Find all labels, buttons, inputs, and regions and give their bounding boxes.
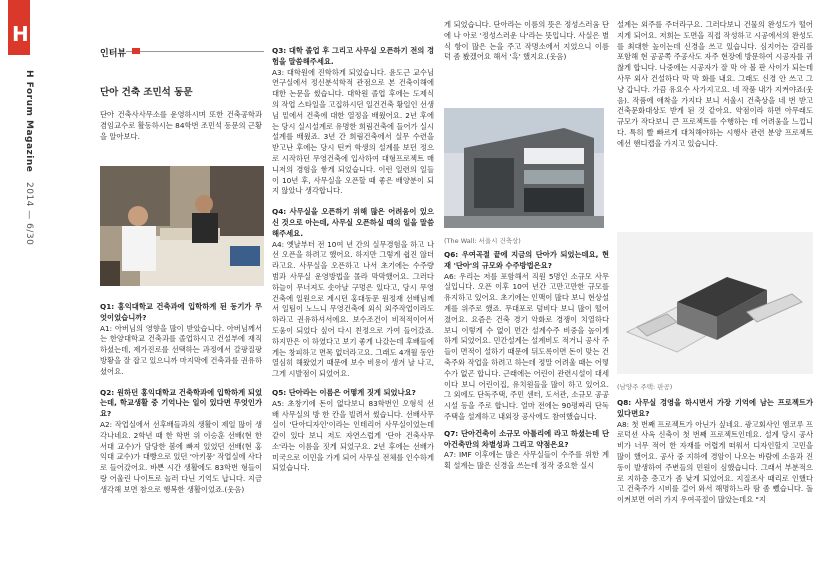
section-divider <box>126 51 264 52</box>
qa-block-3 <box>444 250 609 472</box>
question-6: Q6: 우여곡절 끝에 지금의 단아가 되었는데요, 현재 '단아'의 규모와 수주방법은요? <box>444 250 609 270</box>
sidebar <box>24 70 44 246</box>
magazine-name: H Forum Magazine <box>24 70 34 173</box>
question-7: Q7: 단아건축이 소규모 아틀리에 라고 하셨는데 단아건축만의 차별성과 그리고 약점은요? <box>444 428 609 449</box>
building-photo <box>444 108 604 228</box>
answer-5: A5: 초창기에 돈이 없다보니 83학번인 오형석 선배 사무실의 방 한 칸을 빌려서 썼습니다. 선배사무실이 '단아디자인'이라는 인테리어 사무실이었는데 같이 있다 보니 저도 자연스럽게 '단아 건축사무소'라는 이름을 짓게 되었구요. 2년 후에는 선배가 미국으로 이민을 가게 되어 사무실 전체를 인수하게 되었습니다. <box>272 398 434 473</box>
question-5: Q5: 단아라는 이름은 어떻게 짓게 되었나요? <box>272 387 416 397</box>
answer-8: A8: 첫 번째 프로젝트가 아닌가 싶네요. 광고회사인 엠코루 프로덕션 사옥 신축이 첫 번째 프로젝트인데요. 설계 당시 공사비가 너무 적어 한 자재를 어렵게 떠워서 디자인할지 고민을 많이 했어요. 공사 중 지하에 경암이 나오는 바람에 소음과 진동이 발생하여 주변들의 민원이 심했습니다. 그래서 부분적으로 지하층 층고가 좀 낮게 되었어요. 지질조사 때리로 인했다고 건축주가 시비를 걸어 와서 해명하느라 땀 좀 뺐습니다. 돌이켜보면 여러 가지 우여곡절이 많았는데요 "지 <box>617 419 813 505</box>
answer-6: A6: 우리는 저를 포함해서 직원 5명인 소규모 사무실입니다. 오픈 이후 10여 년간 고만고만한 규모를 유지하고 있어요. 초기에는 인맥이 많다 보니 현상설계를 위주로 했죠. 무대포로 덤비다 보니 많이 떨어졌어요. 요즘은 건축 경기 악화로 경쟁이 치열하다 보니 이렇게 수 없이 먼간 설계수주 비중을 높이게 하게 되었어요. 민간설계는 설계비도 적거니 공사 주들이 면적이 설하기 때문에 뒤도록이면 돈이 맞는 건축주와 작업을 하려고 하는데 정말 어려울 때는 어떻 수가 없곤 합니다. 근래에는 어린이 관련시설이 대세이다 보니 어린이집, 유치원들을 많이 하고 있어요. 그 외에도 단독주택, 주민 센터, 도서관, 소규모 공공시설 등을 주로 합니다. 얼마 전에는 90평짜리 단독주택을 설계하고 내외장 공사에도 참여했습니다. <box>444 271 609 421</box>
qa-block-1 <box>100 302 262 496</box>
article-title: 단아 건축 조민석 동문 <box>100 87 193 98</box>
question-4: Q4: 사무실을 오픈하기 위해 많은 어려움이 있으신 것으로 아는데, 사무실 오픈하실 때의 일을 말씀해주세요. <box>272 207 434 238</box>
answer-4: A4: 옛날부터 전 10여 년 간의 실무경험을 하고 나선 오픈을 하려고 했어요. 하지만 그렇게 쉽진 않더라고요. 사무실을 오픈하고 나서 초기에는 수주량 범과 사무실 운영방법을 몰라 막막했어요. 그러다 하늘이 무너져도 솟아날 구멍은 있다고, 당시 무영건축에 일원으로 계시던 홍대동문 원정재 선배님께서 일팀이 노느니 무영건축에 외식 외주작업이라도 하라고 권유하셔서에요. 보수조건이 비적적이어서 도움이 되었다 싶어 다시 친정으로 가여 들어갔죠. 하지만은 이 하였다고 보기 좋게 나갔는데 후배들에게는 창피하고 면목 없더라고요. 그래도 4개월 동안 열심히 해왔었기 때문에 보수 비용이 생겨 날 나고, 그게 시발점이 되었어요. <box>272 239 434 379</box>
question-3: Q3: 대학 졸업 후 그리고 사무실 오픈하기 전의 경험을 말씀해주세요. <box>272 46 434 66</box>
interview-photo <box>100 166 264 286</box>
model-photo-caption: (남양주 주택: 판공) <box>617 383 673 391</box>
answer-7: A7: IMF 이후에는 많은 사무실들이 수주를 위한 계획 설계는 많은 신경을 쓰는데 정작 중요한 실시 <box>444 450 609 471</box>
vertical-masthead <box>24 70 34 245</box>
section-letter: H <box>12 22 29 46</box>
answer-5-continued: 게 되었습니다. 단아라는 이름의 뜻은 정성스러움 단 에 나 아로 '정성스러운 나'라는 뜻입니다. 사실은 별식 항이 많은 논을 주고 작명소에서 지었으니 이름 덕 좀 봤겠어요 해서 '흑' 했지요.(웃음) <box>444 20 609 62</box>
question-1: Q1: 홍익대학교 건축과에 입학하게 된 동기가 무엇이었습니까? <box>100 302 262 322</box>
answer-3: A3: 대학원에 진학하게 되었습니다. 윤도근 교수님 연구실에서 정신분석학적 관점으로 본 건축이해에 대한 논문을 썼습니다. 대학원 졸업 후에는 도제식의 작업 스타일을 고집하시던 일건건축 황일인 선생님 밑에서 건축에 대한 열정을 배웠어요. 2년 후에는 당시 실시설계로 유명한 희림건축에 들어가 실시설계를 배웠죠. 3년 간 희림건축에서 실무 수련을 받고난 후에는 당시 틴커 학생의 설계를 보던 정으로 시작하던 무영건축에 입사하여 대형프로젝트 매니저의 경험을 쌓게 되었습니다. 이런 일련의 일들이 10년 후, 사무실을 오픈할 때 좋은 배양분이 되지 않았나 생각합니다. <box>272 67 434 196</box>
answer-1: A1: 아버님의 영향을 많이 받았습니다. 아버님께서는 한양대학교 건축과를 졸업하시고 건설부에 재직하셨는데, 제가진로를 선택하는 과정에서 갈팡질팡 방황을 잘 잡고 있으니까 마지막에 건축과를 권유하셨어요. <box>100 323 262 376</box>
section-marker <box>8 0 30 55</box>
section-accent <box>132 48 140 54</box>
model-photo <box>617 232 813 374</box>
article-lead: 단아 건축사사무소를 운영하시며 또한 건축공학과 겸임교수로 활동하시는 84학번 조민석 동문의 근황을 알아보다. <box>100 110 262 141</box>
question-8: Q8: 사무실 경영을 하시면서 가장 기억에 남는 프로젝트가 있다면요? <box>617 398 813 418</box>
col3-top-text <box>444 20 609 63</box>
qa-block-2 <box>272 46 434 474</box>
col4-top-text <box>617 20 813 150</box>
issue-date: 2014 — 6/30 <box>24 181 34 246</box>
section-label: 인터뷰 <box>100 49 127 59</box>
answer-7-continued: 설계는 외주를 주더라구요. 그러다보니 건물의 완성도가 떨어지게 되어요. 저희는 도면을 직접 작성하고 시공에서의 완성도를 최대한 높이는데 신경을 쓰고 있습니다. 심지어는 감리를 포함해 현 공공쪽 주공사도 자주 현장에 방문하여 시공자를 귀찮게 합니다. 나중에는 시공자가 잘 막 아 볼 판 사이가 되는데 사무 외사 건설하다 막 막 화를 내요. 그래도 신경 안 쓰고 그냥 갑니다. 가끔 유요수 사가지고요. 네 작품 내가 지켜야죠(웃음). 작품에 애착을 가지다 보니 서울시 건축상을 네 번 받고 건축문화대상도 받게 된 것 같아요. 약점이라 하면 아무래도 규모가 작다보니 큰 프로젝트를 수행하는 데 어려움을 느낍니다. 특히 빨 빠르게 대처해야하는 시행사 관련 분양 프로젝트에선 핸디캡을 가지고 있습니다. <box>617 20 813 148</box>
qa-block-4 <box>617 398 813 506</box>
building-photo-caption: (The Wall: 서울시 건축상) <box>444 237 521 245</box>
question-2: Q2: 원하던 홍익대학교 건축학과에 입학하게 되었는데, 학교생활 중 기억나는 일이 있다면 무엇인가요? <box>100 387 262 419</box>
answer-2: A2: 작업실에서 선후배들과의 생활이 제일 많이 생각나네요. 2학년 때 한 학번 위 이승훈 선배(현 한서대 교수)가 담당한 봄에 빠져 있었던 선배(현 홍익대 교수)가 대빵으로 있던 '아키풍' 작업실에 사다로 들어갔어요. 바쁜 시간 생활에도 83학번 형들이랑 어울린 나이트로 놀러 다닌 기억도 납니다. 지금 생각해 보면 참으로 행복한 생활이었죠.(웃음) <box>100 419 262 494</box>
